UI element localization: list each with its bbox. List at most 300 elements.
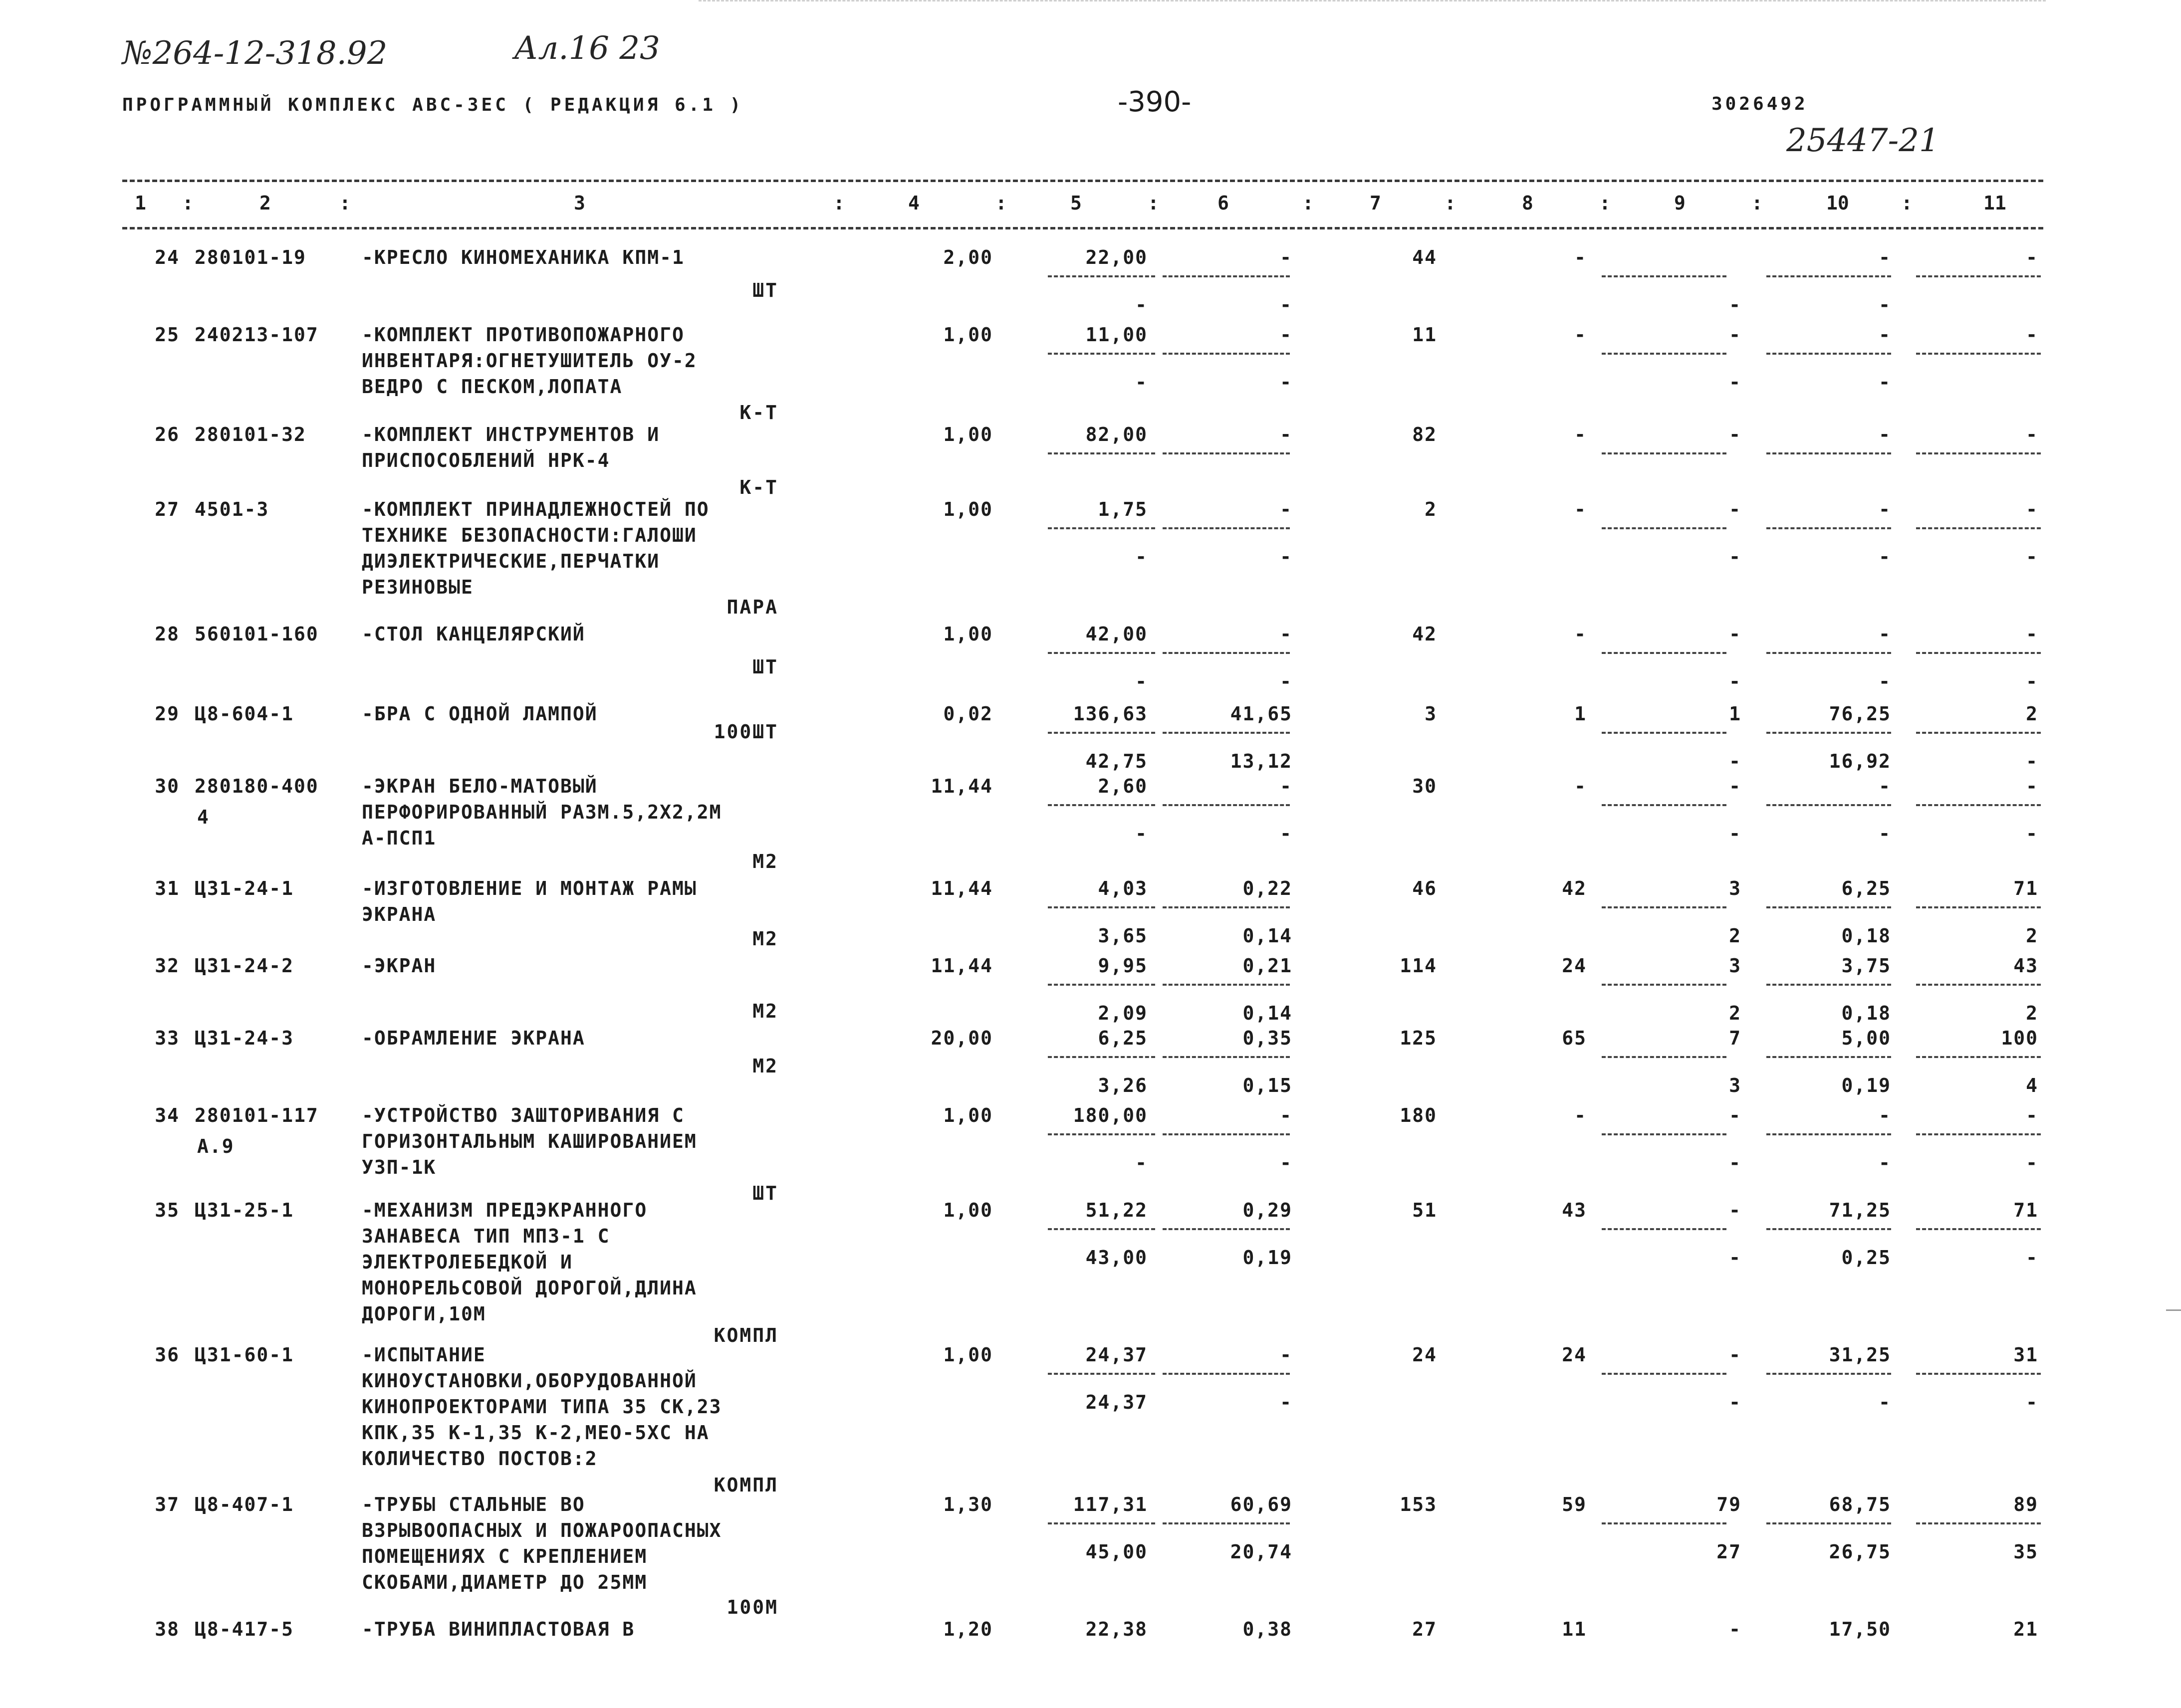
column-separator: : <box>833 192 845 214</box>
document-code: 3026492 <box>1711 94 1808 114</box>
unit-cost-wages: 3,26 <box>1098 1074 1148 1096</box>
subtotal-dash-line <box>1916 804 2041 806</box>
quantity: 1,00 <box>943 1344 993 1366</box>
labor-total: - <box>2026 324 2038 346</box>
work-description: -ЭКРАН БЕЛО-МАТОВЫЙ ПЕРФОРИРОВАННЫЙ РАЗМ.5,2Х2,2М А-ПСП1 <box>362 775 722 849</box>
row-number: 32 <box>155 955 180 977</box>
unit-cost-wages: - <box>1135 1152 1148 1174</box>
labor-hours: 68,75 <box>1829 1494 1891 1515</box>
machine-cost: - <box>1280 775 1292 797</box>
unit-cost-wages: - <box>1135 670 1148 692</box>
norm-code: 280180-400 <box>195 775 319 797</box>
machine-wages-total: 27 <box>1716 1541 1741 1563</box>
subtotal-dash-line <box>1163 1056 1290 1058</box>
machine-cost: - <box>1280 1344 1292 1366</box>
machine-cost: - <box>1280 1104 1292 1126</box>
machine-total: 3 <box>1729 955 1741 977</box>
program-header: ПРОГРАММНЫЙ КОМПЛЕКС АВС-ЗЕС ( РЕДАКЦИЯ 6.1 ) <box>122 95 744 115</box>
row-number: 30 <box>155 775 180 797</box>
labor-total: - <box>2026 623 2038 645</box>
norm-code-suffix: А.9 <box>197 1135 235 1157</box>
subtotal-dash-line <box>1766 1056 1891 1058</box>
row-number: 28 <box>155 623 180 645</box>
subtotal-dash-line <box>1916 452 2041 454</box>
subtotal-dash-line <box>1602 984 1726 986</box>
unit-of-measure: М2 <box>752 1055 778 1077</box>
subtotal-dash-line <box>1916 984 2041 986</box>
subtotal-dash-line <box>1766 1522 1891 1524</box>
unit-of-measure: КОМПЛ <box>714 1324 778 1346</box>
handwritten-doc-number: №264-12-318.92 <box>122 35 388 72</box>
unit-cost-wages: - <box>1135 294 1148 316</box>
subtotal-dash-line <box>1048 452 1155 454</box>
unit-of-measure: 100М <box>727 1596 778 1618</box>
machine-cost: - <box>1280 324 1292 346</box>
labor-hours: 6,25 <box>1841 877 1891 899</box>
machine-cost-wages: - <box>1280 1152 1292 1174</box>
unit-of-measure: К-Т <box>739 402 778 424</box>
wages-total: - <box>1574 246 1587 268</box>
unit-cost: 42,00 <box>1085 623 1148 645</box>
unit-cost: 1,75 <box>1098 498 1148 520</box>
row-number: 35 <box>155 1199 180 1221</box>
unit-cost-wages: - <box>1135 371 1148 393</box>
subtotal-dash-line <box>1048 1133 1155 1135</box>
unit-of-measure: ШТ <box>752 279 778 301</box>
labor-total: 71 <box>2013 877 2038 899</box>
labor-hours: 17,50 <box>1829 1618 1891 1640</box>
subtotal-dash-line <box>1602 275 1726 277</box>
labor-total: 21 <box>2013 1618 2038 1640</box>
unit-of-measure: К-Т <box>739 476 778 498</box>
machine-labor-total: - <box>2026 546 2038 568</box>
column-header-7: 7 <box>1370 192 1381 214</box>
subtotal-dash-line <box>1048 804 1155 806</box>
labor-total: - <box>2026 424 2038 445</box>
wages-total: 24 <box>1562 955 1587 977</box>
column-header-6: 6 <box>1217 192 1229 214</box>
subtotal-dash-line <box>1163 452 1290 454</box>
machine-cost-wages: 20,74 <box>1230 1541 1292 1563</box>
wages-total: - <box>1574 623 1587 645</box>
norm-code: Ц8-417-5 <box>195 1618 294 1640</box>
total-cost: 27 <box>1412 1618 1437 1640</box>
subtotal-dash-line <box>1602 1522 1726 1524</box>
wages-total: 24 <box>1562 1344 1587 1366</box>
subtotal-dash-line <box>1048 353 1155 355</box>
unit-of-measure: ШТ <box>752 656 778 678</box>
machine-labor-total: - <box>2026 670 2038 692</box>
norm-code: Ц8-604-1 <box>195 703 294 725</box>
machine-labor-total: - <box>2026 750 2038 772</box>
quantity: 11,44 <box>931 955 993 977</box>
quantity: 2,00 <box>943 246 993 268</box>
work-description: -МЕХАНИЗМ ПРЕДЭКРАННОГО ЗАНАВЕСА ТИП МПЗ-1 С ЭЛЕКТРОЛЕБЕДКОЙ И МОНОРЕЛЬСОВОЙ ДОРОГОЙ,ДЛИНА ДОРОГИ,10М <box>362 1199 697 1325</box>
machine-cost-wages: - <box>1280 1391 1292 1413</box>
subtotal-dash-line <box>1602 1056 1726 1058</box>
unit-cost-wages: 45,00 <box>1085 1541 1148 1563</box>
row-number: 37 <box>155 1494 180 1515</box>
margin-mark <box>2166 1309 2181 1311</box>
machine-cost: 0,35 <box>1242 1027 1292 1049</box>
subtotal-dash-line <box>1602 1133 1726 1135</box>
machine-labor-hours: 0,25 <box>1841 1247 1891 1269</box>
column-header-10: 10 <box>1826 192 1849 214</box>
column-header-2: 2 <box>259 192 271 214</box>
total-cost: 114 <box>1400 955 1437 977</box>
subtotal-dash-line <box>1602 906 1726 908</box>
work-description: -ТРУБЫ СТАЛЬНЫЕ ВО ВЗРЫВООПАСНЫХ И ПОЖАРООПАСНЫХ ПОМЕЩЕНИЯХ С КРЕПЛЕНИЕМ СКОБАМИ,ДИАМЕТР ДО 25ММ <box>362 1494 722 1593</box>
quantity: 1,00 <box>943 424 993 445</box>
column-separator: : <box>1148 192 1159 214</box>
unit-cost-wages: 43,00 <box>1085 1247 1148 1269</box>
handwritten-album: Ал.16 23 <box>514 30 660 67</box>
row-number: 26 <box>155 424 180 445</box>
unit-cost-wages: 24,37 <box>1085 1391 1148 1413</box>
quantity: 0,02 <box>943 703 993 725</box>
total-cost: 51 <box>1412 1199 1437 1221</box>
total-cost: 2 <box>1425 498 1437 520</box>
work-description: -КОМПЛЕКТ ИНСТРУМЕНТОВ И ПРИСПОСОБЛЕНИЙ НРК-4 <box>362 424 660 471</box>
labor-total: 31 <box>2013 1344 2038 1366</box>
table-header-rule <box>122 227 2043 229</box>
column-separator: : <box>1445 192 1456 214</box>
machine-total: - <box>1729 1344 1741 1366</box>
machine-wages-total: - <box>1729 823 1741 845</box>
column-header-4: 4 <box>908 192 920 214</box>
column-separator: : <box>1599 192 1611 214</box>
machine-labor-total: 2 <box>2026 925 2038 947</box>
quantity: 11,44 <box>931 877 993 899</box>
unit-cost: 22,00 <box>1085 246 1148 268</box>
unit-cost-wages: - <box>1135 546 1148 568</box>
subtotal-dash-line <box>1048 1522 1155 1524</box>
quantity: 1,00 <box>943 1104 993 1126</box>
machine-labor-hours: - <box>1879 546 1891 568</box>
column-separator: : <box>1302 192 1314 214</box>
wages-total: 43 <box>1562 1199 1587 1221</box>
column-header-5: 5 <box>1070 192 1082 214</box>
unit-cost: 11,00 <box>1085 324 1148 346</box>
labor-total: 89 <box>2013 1494 2038 1515</box>
machine-labor-hours: 26,75 <box>1829 1541 1891 1563</box>
machine-labor-total: - <box>2026 823 2038 845</box>
subtotal-dash-line <box>1602 1373 1726 1375</box>
machine-cost-wages: - <box>1280 294 1292 316</box>
subtotal-dash-line <box>1766 1373 1891 1375</box>
norm-code: Ц8-407-1 <box>195 1494 294 1515</box>
machine-wages-total: - <box>1729 1152 1741 1174</box>
subtotal-dash-line <box>1048 652 1155 654</box>
subtotal-dash-line <box>1048 1228 1155 1230</box>
work-description: -УСТРОЙСТВО ЗАШТОРИВАНИЯ С ГОРИЗОНТАЛЬНЫМ КАШИРОВАНИЕМ УЗП-1К <box>362 1104 697 1178</box>
wages-total: - <box>1574 424 1587 445</box>
machine-labor-total: 2 <box>2026 1002 2038 1024</box>
machine-labor-total: - <box>2026 1247 2038 1269</box>
subtotal-dash-line <box>1163 1373 1290 1375</box>
subtotal-dash-line <box>1916 353 2041 355</box>
machine-labor-total: 35 <box>2013 1541 2038 1563</box>
column-header-8: 8 <box>1522 192 1533 214</box>
machine-wages-total: 2 <box>1729 925 1741 947</box>
labor-hours: 3,75 <box>1841 955 1891 977</box>
subtotal-dash-line <box>1048 527 1155 529</box>
unit-cost: 22,38 <box>1085 1618 1148 1640</box>
column-header-9: 9 <box>1674 192 1686 214</box>
subtotal-dash-line <box>1163 1133 1290 1135</box>
column-separator: : <box>995 192 1007 214</box>
labor-total: - <box>2026 498 2038 520</box>
column-separator: : <box>182 192 194 214</box>
machine-cost-wages: 0,15 <box>1242 1074 1292 1096</box>
machine-labor-hours: - <box>1879 294 1891 316</box>
machine-wages-total: - <box>1729 294 1741 316</box>
norm-code: 280101-32 <box>195 424 306 445</box>
unit-cost: 180,00 <box>1073 1104 1148 1126</box>
row-number: 34 <box>155 1104 180 1126</box>
subtotal-dash-line <box>1163 353 1290 355</box>
subtotal-dash-line <box>1163 804 1290 806</box>
labor-hours: - <box>1879 424 1891 445</box>
machine-total: 3 <box>1729 877 1741 899</box>
subtotal-dash-line <box>1766 1228 1891 1230</box>
labor-hours: 76,25 <box>1829 703 1891 725</box>
machine-cost-wages: - <box>1280 546 1292 568</box>
row-number: 29 <box>155 703 180 725</box>
subtotal-dash-line <box>1766 452 1891 454</box>
quantity: 1,20 <box>943 1618 993 1640</box>
subtotal-dash-line <box>1602 732 1726 734</box>
wages-total: 11 <box>1562 1618 1587 1640</box>
top-edge-dashes <box>699 0 2046 1</box>
unit-of-measure: ПАРА <box>727 596 778 618</box>
unit-of-measure: ШТ <box>752 1182 778 1204</box>
column-separator: : <box>1751 192 1763 214</box>
machine-total: - <box>1729 775 1741 797</box>
unit-cost: 117,31 <box>1073 1494 1148 1515</box>
row-number: 36 <box>155 1344 180 1366</box>
row-number: 27 <box>155 498 180 520</box>
machine-total: - <box>1729 1618 1741 1640</box>
norm-code: Ц31-24-3 <box>195 1027 294 1049</box>
subtotal-dash-line <box>1602 452 1726 454</box>
machine-total: - <box>1729 1104 1741 1126</box>
total-cost: 30 <box>1412 775 1437 797</box>
work-description: -ЭКРАН <box>362 955 437 977</box>
subtotal-dash-line <box>1048 732 1155 734</box>
subtotal-dash-line <box>1163 1228 1290 1230</box>
machine-labor-hours: - <box>1879 670 1891 692</box>
subtotal-dash-line <box>1048 1373 1155 1375</box>
machine-total: - <box>1729 623 1741 645</box>
machine-total: 7 <box>1729 1027 1741 1049</box>
labor-total: 2 <box>2026 703 2038 725</box>
row-number: 33 <box>155 1027 180 1049</box>
machine-cost: - <box>1280 424 1292 445</box>
labor-total: 43 <box>2013 955 2038 977</box>
machine-total: - <box>1729 1199 1741 1221</box>
subtotal-dash-line <box>1766 353 1891 355</box>
subtotal-dash-line <box>1602 353 1726 355</box>
wages-total: 59 <box>1562 1494 1587 1515</box>
work-description: -КОМПЛЕКТ ПРИНАДЛЕЖНОСТЕЙ ПО ТЕХНИКЕ БЕЗОПАСНОСТИ:ГАЛОШИ ДИЭЛЕКТРИЧЕСКИЕ,ПЕРЧАТКИ РЕЗИНОВЫЕ <box>362 498 710 598</box>
quantity: 1,00 <box>943 623 993 645</box>
labor-total: 100 <box>2001 1027 2038 1049</box>
unit-cost: 6,25 <box>1098 1027 1148 1049</box>
machine-labor-hours: - <box>1879 371 1891 393</box>
work-description: -КРЕСЛО КИНОМЕХАНИКА КПМ-1 <box>362 246 685 268</box>
column-separator: : <box>1901 192 1913 214</box>
labor-hours: 5,00 <box>1841 1027 1891 1049</box>
unit-cost: 136,63 <box>1073 703 1148 725</box>
subtotal-dash-line <box>1602 1228 1726 1230</box>
unit-of-measure: М2 <box>752 1000 778 1022</box>
subtotal-dash-line <box>1602 527 1726 529</box>
labor-hours: - <box>1879 1104 1891 1126</box>
subtotal-dash-line <box>1766 906 1891 908</box>
labor-total: - <box>2026 246 2038 268</box>
subtotal-dash-line <box>1916 906 2041 908</box>
machine-labor-total: 4 <box>2026 1074 2038 1096</box>
machine-labor-hours: 0,18 <box>1841 925 1891 947</box>
machine-cost-wages: 13,12 <box>1230 750 1292 772</box>
machine-labor-hours: 16,92 <box>1829 750 1891 772</box>
machine-wages-total: 3 <box>1729 1074 1741 1096</box>
work-description: -ОБРАМЛЕНИЕ ЭКРАНА <box>362 1027 585 1049</box>
machine-cost: 0,22 <box>1242 877 1292 899</box>
row-number: 25 <box>155 324 180 346</box>
machine-wages-total: 2 <box>1729 1002 1741 1024</box>
unit-cost-wages: 3,65 <box>1098 925 1148 947</box>
work-description: -ТРУБА ВИНИПЛАСТОВАЯ В <box>362 1618 635 1640</box>
subtotal-dash-line <box>1916 1522 2041 1524</box>
total-cost: 153 <box>1400 1494 1437 1515</box>
machine-labor-total: - <box>2026 1391 2038 1413</box>
norm-code: Ц31-60-1 <box>195 1344 294 1366</box>
norm-code: Ц31-24-1 <box>195 877 294 899</box>
work-description: -ИЗГОТОВЛЕНИЕ И МОНТАЖ РАМЫ ЭКРАНА <box>362 877 697 925</box>
quantity: 11,44 <box>931 775 993 797</box>
norm-code: 280101-117 <box>195 1104 319 1126</box>
machine-cost: 0,29 <box>1242 1199 1292 1221</box>
machine-labor-hours: - <box>1879 823 1891 845</box>
subtotal-dash-line <box>1766 652 1891 654</box>
total-cost: 180 <box>1400 1104 1437 1126</box>
quantity: 1,00 <box>943 1199 993 1221</box>
subtotal-dash-line <box>1163 275 1290 277</box>
unit-of-measure: М2 <box>752 928 778 950</box>
machine-labor-hours: - <box>1879 1391 1891 1413</box>
subtotal-dash-line <box>1916 527 2041 529</box>
wages-total: 42 <box>1562 877 1587 899</box>
total-cost: 125 <box>1400 1027 1437 1049</box>
total-cost: 3 <box>1425 703 1437 725</box>
norm-code-suffix: 4 <box>197 806 210 828</box>
subtotal-dash-line <box>1916 652 2041 654</box>
subtotal-dash-line <box>1766 732 1891 734</box>
machine-labor-hours: 0,18 <box>1841 1002 1891 1024</box>
unit-cost: 82,00 <box>1085 424 1148 445</box>
handwritten-registration: 25447-21 <box>1786 122 1939 159</box>
total-cost: 11 <box>1412 324 1437 346</box>
unit-cost-wages: 42,75 <box>1085 750 1148 772</box>
machine-cost-wages: - <box>1280 371 1292 393</box>
machine-wages-total: - <box>1729 670 1741 692</box>
machine-wages-total: - <box>1729 371 1741 393</box>
machine-cost: - <box>1280 246 1292 268</box>
column-separator: : <box>339 192 351 214</box>
subtotal-dash-line <box>1048 275 1155 277</box>
subtotal-dash-line <box>1766 1133 1891 1135</box>
work-description: -СТОЛ КАНЦЕЛЯРСКИЙ <box>362 623 585 645</box>
machine-cost-wages: 0,14 <box>1242 1002 1292 1024</box>
machine-cost: 0,21 <box>1242 955 1292 977</box>
quantity: 20,00 <box>931 1027 993 1049</box>
wages-total: - <box>1574 324 1587 346</box>
unit-of-measure: М2 <box>752 851 778 872</box>
work-description: -БРА С ОДНОЙ ЛАМПОЙ <box>362 703 598 725</box>
subtotal-dash-line <box>1916 1133 2041 1135</box>
machine-total: - <box>1729 498 1741 520</box>
unit-cost: 9,95 <box>1098 955 1148 977</box>
work-description: -ИСПЫТАНИЕ КИНОУСТАНОВКИ,ОБОРУДОВАННОЙ КИНОПРОЕКТОРАМИ ТИПА 35 СК,23 КПК,35 К-1,35 К-2,МЕО-5ХС НА КОЛИЧЕСТВО ПОСТОВ:2 <box>362 1344 722 1470</box>
machine-cost: 41,65 <box>1230 703 1292 725</box>
labor-hours: - <box>1879 324 1891 346</box>
wages-total: 1 <box>1574 703 1587 725</box>
norm-code: Ц31-25-1 <box>195 1199 294 1221</box>
column-header-3: 3 <box>574 192 585 214</box>
machine-wages-total: - <box>1729 1391 1741 1413</box>
page-number: -390- <box>1118 86 1192 118</box>
quantity: 1,00 <box>943 324 993 346</box>
subtotal-dash-line <box>1766 804 1891 806</box>
labor-hours: - <box>1879 775 1891 797</box>
subtotal-dash-line <box>1163 984 1290 986</box>
wages-total: - <box>1574 1104 1587 1126</box>
subtotal-dash-line <box>1916 1228 2041 1230</box>
labor-hours: 71,25 <box>1829 1199 1891 1221</box>
subtotal-dash-line <box>1602 804 1726 806</box>
machine-wages-total: - <box>1729 1247 1741 1269</box>
norm-code: 560101-160 <box>195 623 319 645</box>
subtotal-dash-line <box>1916 1056 2041 1058</box>
unit-cost: 4,03 <box>1098 877 1148 899</box>
subtotal-dash-line <box>1163 527 1290 529</box>
norm-code: 280101-19 <box>195 246 306 268</box>
row-number: 31 <box>155 877 180 899</box>
subtotal-dash-line <box>1916 732 2041 734</box>
total-cost: 44 <box>1412 246 1437 268</box>
unit-cost-wages: - <box>1135 823 1148 845</box>
subtotal-dash-line <box>1163 732 1290 734</box>
subtotal-dash-line <box>1916 1373 2041 1375</box>
subtotal-dash-line <box>1163 1522 1290 1524</box>
total-cost: 42 <box>1412 623 1437 645</box>
machine-labor-hours: 0,19 <box>1841 1074 1891 1096</box>
labor-hours: - <box>1879 246 1891 268</box>
column-header-1: 1 <box>135 192 146 214</box>
subtotal-dash-line <box>1916 275 2041 277</box>
machine-cost: 0,38 <box>1242 1618 1292 1640</box>
norm-code: 240213-107 <box>195 324 319 346</box>
machine-labor-hours: - <box>1879 1152 1891 1174</box>
labor-total: 71 <box>2013 1199 2038 1221</box>
norm-code: Ц31-24-2 <box>195 955 294 977</box>
unit-of-measure: КОМПЛ <box>714 1474 778 1496</box>
total-cost: 24 <box>1412 1344 1437 1366</box>
subtotal-dash-line <box>1163 652 1290 654</box>
column-header-11: 11 <box>1983 192 2006 214</box>
